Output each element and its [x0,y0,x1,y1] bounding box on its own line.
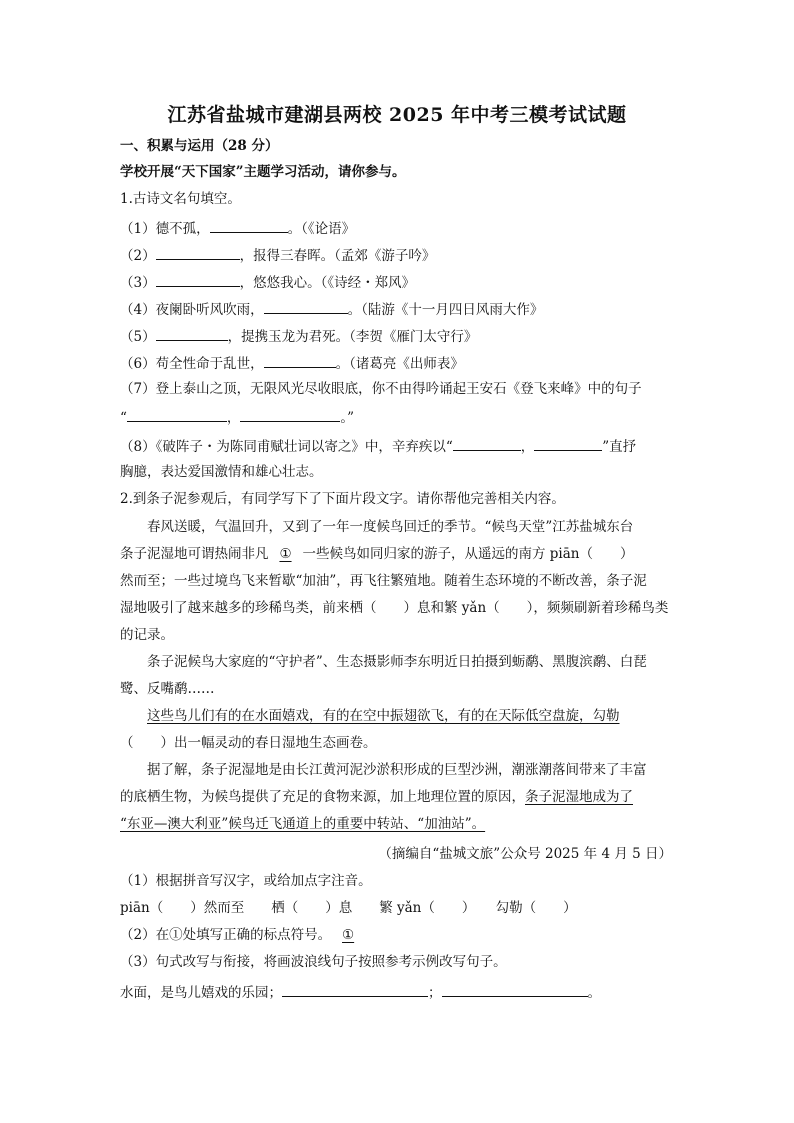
sub-question-1: （1）根据拼音写汉字，或给加点字注音。 [120,873,372,889]
sub-question-3: （3）句式改写与衔接，将画波浪线句子按照参考示例改写句子。 [120,954,507,970]
passage-p3 [147,707,680,725]
q1-item-4: （4）夜阑卧听风吹雨， 。（陆游《十一月四日风雨大作》 [120,299,680,319]
passage-p4-3 [120,815,680,833]
q1-item-2: （2） ，报得三春晖。（孟郊《游子吟》 [120,245,680,265]
answer-blank[interactable] [453,436,521,451]
question-1-label: 1.古诗文名句填空。 [120,191,241,207]
answer-blank[interactable] [264,353,336,368]
q1-item-8-cont: 胸臆，表达爱国激情和雄心壮志。 [120,464,323,480]
q1-item-6: （6）苟全性命于乱世， 。（诸葛亮《出师表》 [120,353,680,373]
wavy-underlined-sentence: 这些鸟儿们有的在水面嬉戏，有的在空中振翅欲飞，有的在天际低空盘旋，勾勒 [147,708,620,724]
sub-question-3-answer: 水面，是鸟儿嬉戏的乐园； ； 。 [120,982,680,1002]
passage-p1-2: 条子泥湿地可谓热闹非凡 ① 一些候鸟如同归家的游子，从遥远的南方 piān（ ） [120,546,634,562]
answer-blank[interactable] [240,407,340,422]
passage-p4-2: 的底栖生物，为候鸟提供了充足的食物来源，加上地理位置的原因，条子泥湿地成为了 [120,789,633,805]
sub-question-2: （2）在①处填写正确的标点符号。 ① [120,926,680,944]
answer-blank[interactable] [442,982,588,997]
answer-blank[interactable] [127,407,227,422]
q1-item-1: （1）德不孤， 。（《论语》 [120,218,680,238]
passage-p2: 条子泥候鸟大家庭的“守护者”、生态摄影师李东明近日拍摄到蛎鹬、黑腹滨鹬、白琵 [147,654,647,670]
q1-item-7-blanks: “ ， 。” [120,407,680,427]
question-2-label: 2.到条子泥参观后，有同学写下了下面片段文字。请你帮他完善相关内容。 [120,491,565,507]
answer-blank[interactable] [264,299,348,314]
answer-blank[interactable] [210,218,288,233]
answer-blank[interactable] [534,436,602,451]
answer-blank[interactable] [282,982,428,997]
activity-intro: 学校开展“天下国家”主题学习活动，请你参与。 [120,164,406,180]
q1-item-8: （8）《破阵子・为陈同甫赋壮词以寄之》中，辛弃疾以“ ， ”直抒 [120,436,680,456]
passage-p1-4: 湿地吸引了越来越多的珍稀鸟类，前来栖（ ）息和繁 yǎn（ ），频频刷新着珍稀鸟类 [120,600,669,616]
answer-blank[interactable] [156,245,240,260]
q1-item-7: （7）登上泰山之顶，无限风光尽收眼底，你不由得吟诵起王安石《登飞来峰》中的句子 [120,381,642,397]
passage-p1: 春风送暖，气温回升，又到了一年一度候鸟回迁的季节。“候鸟天堂”江苏盐城东台 [147,519,634,535]
q1-item-5: （5） ，提携玉龙为君死。（李贺《雁门太守行》 [120,326,680,346]
blank-mark-1[interactable]: ① [279,546,292,562]
underlined-sentence: 条子泥湿地成为了 [525,789,633,805]
underlined-sentence-cont: “东亚—澳大利亚”候鸟迁飞通道上的重要中转站、“加油站”。 [120,816,486,832]
passage-p4: 据了解，条子泥湿地是由长江黄河泥沙淤积形成的巨型沙洲，潮涨潮落间带来了丰富 [147,762,647,778]
section-heading: 一、积累与运用（28 分） [120,138,279,154]
answer-blank[interactable] [156,326,228,341]
sub-question-1-items: piān（ ）然而至 栖（ ）息 繁 yǎn（ ） 勾勒（ ） [120,900,577,916]
answer-blank[interactable] [156,272,240,287]
source-note: （摘编自“盐城文旅”公众号 2025 年 4 月 5 日） [378,846,672,862]
passage-p3-2: （ ）出一幅灵动的春日湿地生态画卷。 [120,735,377,751]
page-title: 江苏省盐城市建湖县两校 2025 年中考三模考试试题 [167,104,627,126]
passage-p1-3: 然而至；一些过境鸟飞来暂歇“加油”，再飞往繁殖地。随着生态环境的不断改善，条子泥 [120,573,647,589]
q1-item-3: （3） ，悠悠我心。（《诗经・郑风》 [120,272,680,292]
passage-p2-2: 鹭、反嘴鹬…… [120,681,215,697]
passage-p1-5: 的记录。 [120,627,174,643]
blank-mark-answer[interactable]: ① [342,927,355,943]
